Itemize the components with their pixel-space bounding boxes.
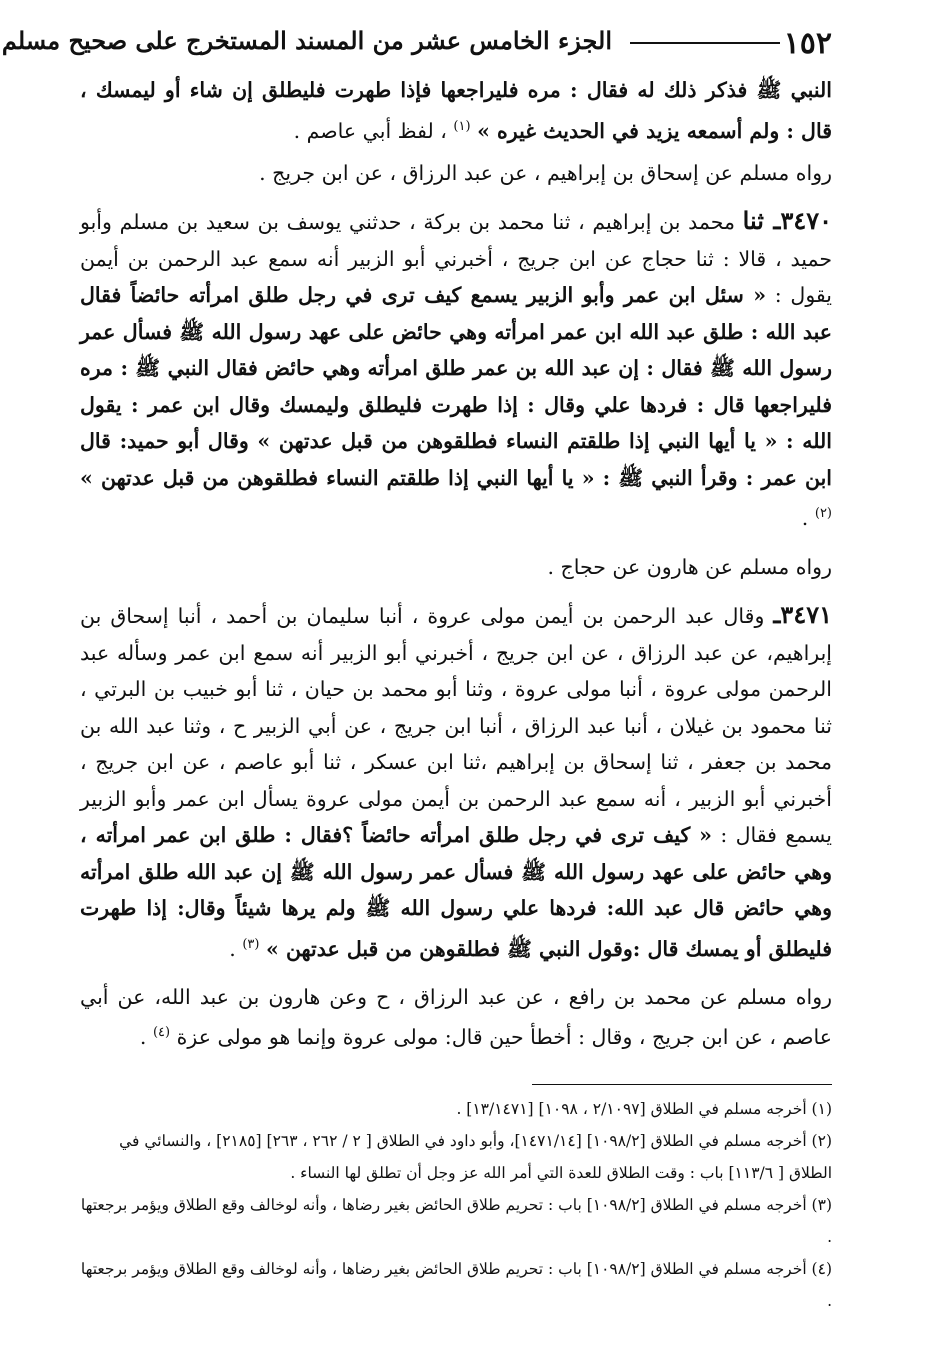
narration-source: [80, 979, 832, 1056]
hadith-text: النبي ﷺ فذكر ذلك له فقال : مره فليراجعها فإذا طهرت فليطلق إن شاء أو ليمسك ، قال : ولم أسمعه يزيد في الحديث غيره »: [80, 78, 832, 143]
footnote-ref: (٢): [814, 506, 832, 522]
footnotes: [80, 1093, 832, 1317]
hadith-text: « سئل ابن عمر وأبو الزبير يسمع كيف ترى في رجل طلق امرأته حائضاً فقال عبد الله : طلق عبد الله ابن عمر امرأته وهي حائض على عهد رسول الله ﷺ فسأل عمر رسول الله ﷺ فقال : إن عبد الله بن عمر طلق امرأته وهي حائض فقال النبي ﷺ : مره فليراجعها قال : فردها علي وقال : إذا طهرت فليطلق وليمسك وقال ابن عمر : يقول الله : « يا أيها النبي إذا طلقتم النساء فطلقوهن من قبل عدتهن » وقال أبو حميد: قال ابن عمر : وقرأ النبي ﷺ : « يا أيها النبي إذا طلقتم النساء فطلقوهن من قبل عدتهن »: [80, 283, 832, 490]
header-rule: [630, 42, 780, 44]
footnote-4: (٤) أخرجه مسلم في الطلاق [١٠٩٨/٢] باب : تحريم طلاق الحائض بغير رضاها ، وأنه لوخالف وقع الطلاق ويؤمر برجعتها .: [80, 1259, 832, 1310]
hadith-text: « كيف ترى في رجل طلق امرأته حائضاً ؟فقال : طلق ابن عمر امرأته ، وهي حائض على عهد رسول الله ﷺ فسأل عمر رسول الله ﷺ إن عبد الله طلق امرأته وهي حائض قال عبد الله: فردها علي رسول الله ﷺ ولم يرها شيئاً وقال: إذا طهرت فليطلق أو يمسك قال :وقول النبي ﷺ فطلقوهن من قبل عدتهن »: [80, 823, 832, 961]
page-number: ١٥٢: [783, 26, 832, 61]
paragraph-tail: .: [139, 1025, 147, 1050]
hadith-3470: [80, 203, 832, 536]
paragraph-tail: .: [229, 936, 236, 961]
narration-source: رواه مسلم عن إسحاق بن إبراهيم ، عن عبد الرزاق ، عن ابن جريج .: [259, 160, 832, 185]
footnote-2: (٢) أخرجه مسلم في الطلاق [١٠٩٨/٢] [١٤٧١/١٤]، وأبو داود في الطلاق [ ٢ / ٢٦٢ ، ٢٦٣] [٢١٨٥] ، والنسائي في الطلاق [ ١١٣/٦] باب : وقت الطلاق للعدة التي أمر الله عز وجل أن تطلق لها النساء .: [119, 1131, 832, 1182]
hadith-3471: [80, 597, 832, 967]
narration-source: رواه مسلم عن هارون عن حجاج .: [547, 554, 832, 579]
isnad-text: محمد بن إبراهيم ، ثنا محمد بن بركة ، حدثني يوسف بن سعيد بن مسلم وأبو حميد ، قالا : ثنا حجاج عن ابن جريج ، أخبرني أبو الزبير أنه سمع عبد الرحمن بن أيمن يقول :: [80, 210, 832, 308]
footnote-3: (٣) أخرجه مسلم في الطلاق [١٠٩٨/٢] باب : تحريم طلاق الحائض بغير رضاها ، وأنه لوخالف وقع الطلاق ويؤمر برجعتها .: [80, 1195, 832, 1246]
hadith-number: ٣٤٧٠ـ ثنا: [742, 206, 832, 236]
book-page: [1, 20, 832, 1317]
footnote-ref: (٣): [242, 936, 260, 952]
paragraph-tail: ، لفظ أبي عاصم .: [293, 118, 447, 143]
paragraph-tail: .: [801, 506, 809, 531]
footnote-ref: (١): [453, 118, 471, 134]
footnote-separator: [532, 1084, 832, 1085]
paragraph-hadith-tail: [80, 72, 832, 149]
isnad-text: وقال عبد الرحمن بن أيمن مولى عروة ، أنبا سليمان بن أحمد ، أنبا إسحاق بن إبراهيم، عن عبد الرزاق ، عن ابن جريج ، أخبرني أبو الزبير أنه سمع ابن عمر وسأله عبد الرحمن مولى عروة ، أنبا مولى عروة ، وثنا أبو محمد بن حيان ، ثنا أبو خبيب بن البرتي ، ثنا محمود بن غيلان ، أنبا عبد الرزاق ، أنبا ابن جريج ، عن أبي الزبير ح ، وثنا عبد الله بن محمد بن جعفر ، ثنا إسحاق بن إبراهيم ،ثنا ابن عسكر ، ثنا أبو عاصم ، عن ابن جريج ، أخبرني أبو الزبير ، أنه سمع عبد الرحمن بن أيمن مولى عروة يسأل ابن عمر وأبو الزبير يسمع فقال :: [80, 604, 832, 848]
hadith-number: ٣٤٧١ـ: [773, 600, 832, 630]
page-header: [1, 20, 832, 72]
footnote-1: (١) أخرجه مسلم في الطلاق [٢/١٠٩٧ ، ١٠٩٨] [١٣/١٤٧١] .: [456, 1099, 832, 1118]
running-title: الجزء الخامس عشر من المسند المستخرج على صحيح مسلم: [1, 26, 612, 55]
footnote-ref: (٤): [152, 1025, 171, 1041]
narration-text: رواه مسلم عن محمد بن رافع ، عن عبد الرزاق ، ح وعن هارون بن عبد الله، عن أبي عاصم ، عن ابن جريج ، وقال : أخطأ حين قال: مولى عروة وإنما هو مولى عزة: [80, 984, 832, 1050]
